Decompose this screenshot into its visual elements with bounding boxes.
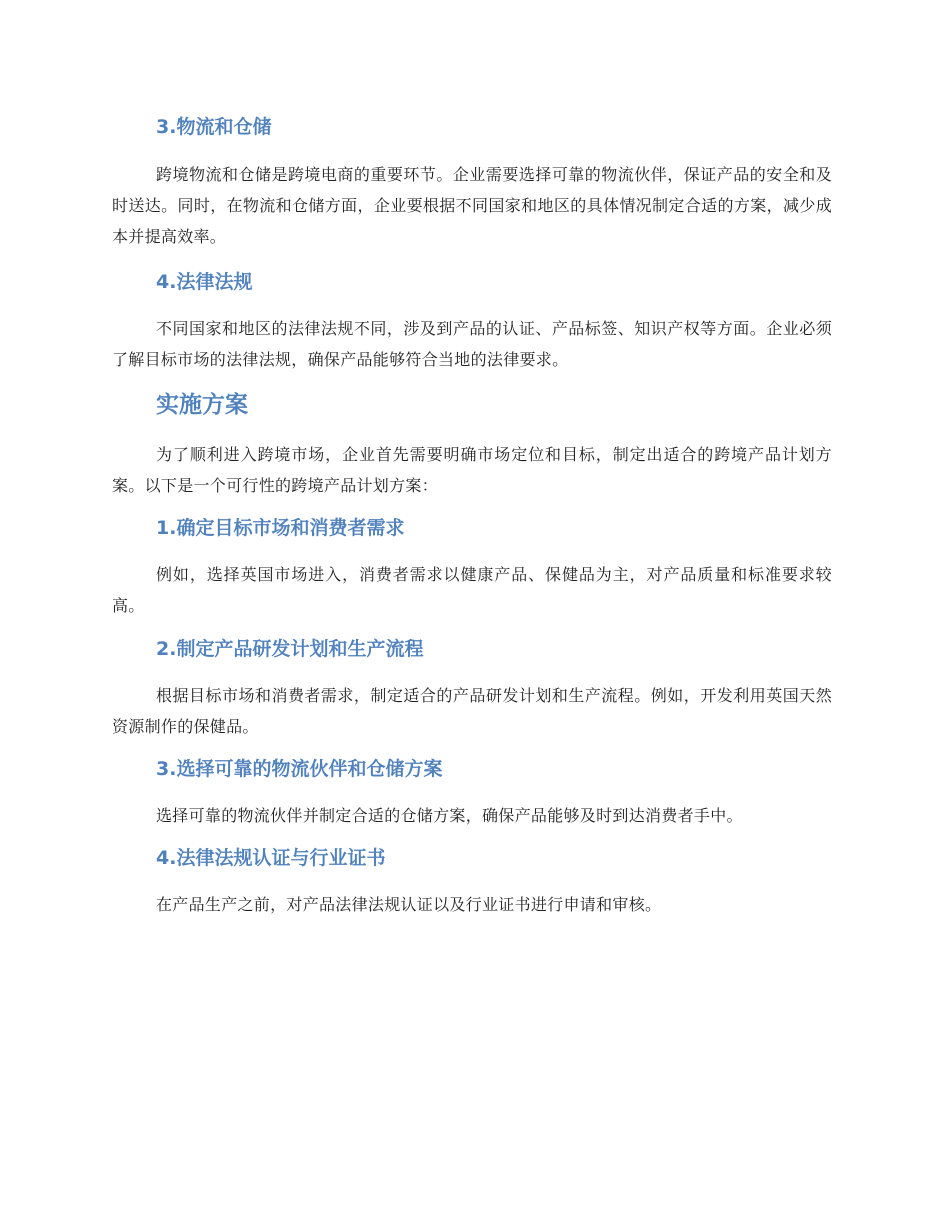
heading-certification: 4.法律法规认证与行业证书 — [156, 847, 386, 869]
document-body — [112, 108, 832, 920]
heading-legal: 4.法律法规 — [156, 271, 253, 293]
heading-implementation-plan: 实施方案 — [156, 392, 248, 418]
paragraph-product-rd: 根据目标市场和消费者需求，制定适合的产品研发计划和生产流程。例如，开发利用英国天然资源制作的保健品。 — [112, 686, 832, 736]
heading-target-market: 1.确定目标市场和消费者需求 — [156, 517, 405, 539]
paragraph-logistics: 跨境物流和仓储是跨境电商的重要环节。企业需要选择可靠的物流伙伴，保证产品的安全和及时送达。同时，在物流和仓储方面，企业要根据不同国家和地区的具体情况制定合适的方案，减少成本并提高效率。 — [112, 165, 832, 246]
paragraph-target-market: 例如，选择英国市场进入，消费者需求以健康产品、保健品为主，对产品质量和标准要求较高。 — [112, 565, 832, 615]
paragraph-implementation-intro: 为了顺利进入跨境市场，企业首先需要明确市场定位和目标，制定出适合的跨境产品计划方案。以下是一个可行性的跨境产品计划方案： — [112, 445, 832, 495]
paragraph-legal: 不同国家和地区的法律法规不同，涉及到产品的认证、产品标签、知识产权等方面。企业必须了解目标市场的法律法规，确保产品能够符合当地的法律要求。 — [112, 319, 832, 369]
heading-logistics: 3.物流和仓储 — [156, 116, 272, 138]
heading-product-rd: 2.制定产品研发计划和生产流程 — [156, 638, 424, 660]
heading-logistics-partner: 3.选择可靠的物流伙伴和仓储方案 — [156, 758, 443, 780]
paragraph-logistics-partner: 选择可靠的物流伙伴并制定合适的仓储方案，确保产品能够及时到达消费者手中。 — [156, 806, 743, 825]
paragraph-certification: 在产品生产之前，对产品法律法规认证以及行业证书进行申请和审核。 — [156, 895, 662, 914]
